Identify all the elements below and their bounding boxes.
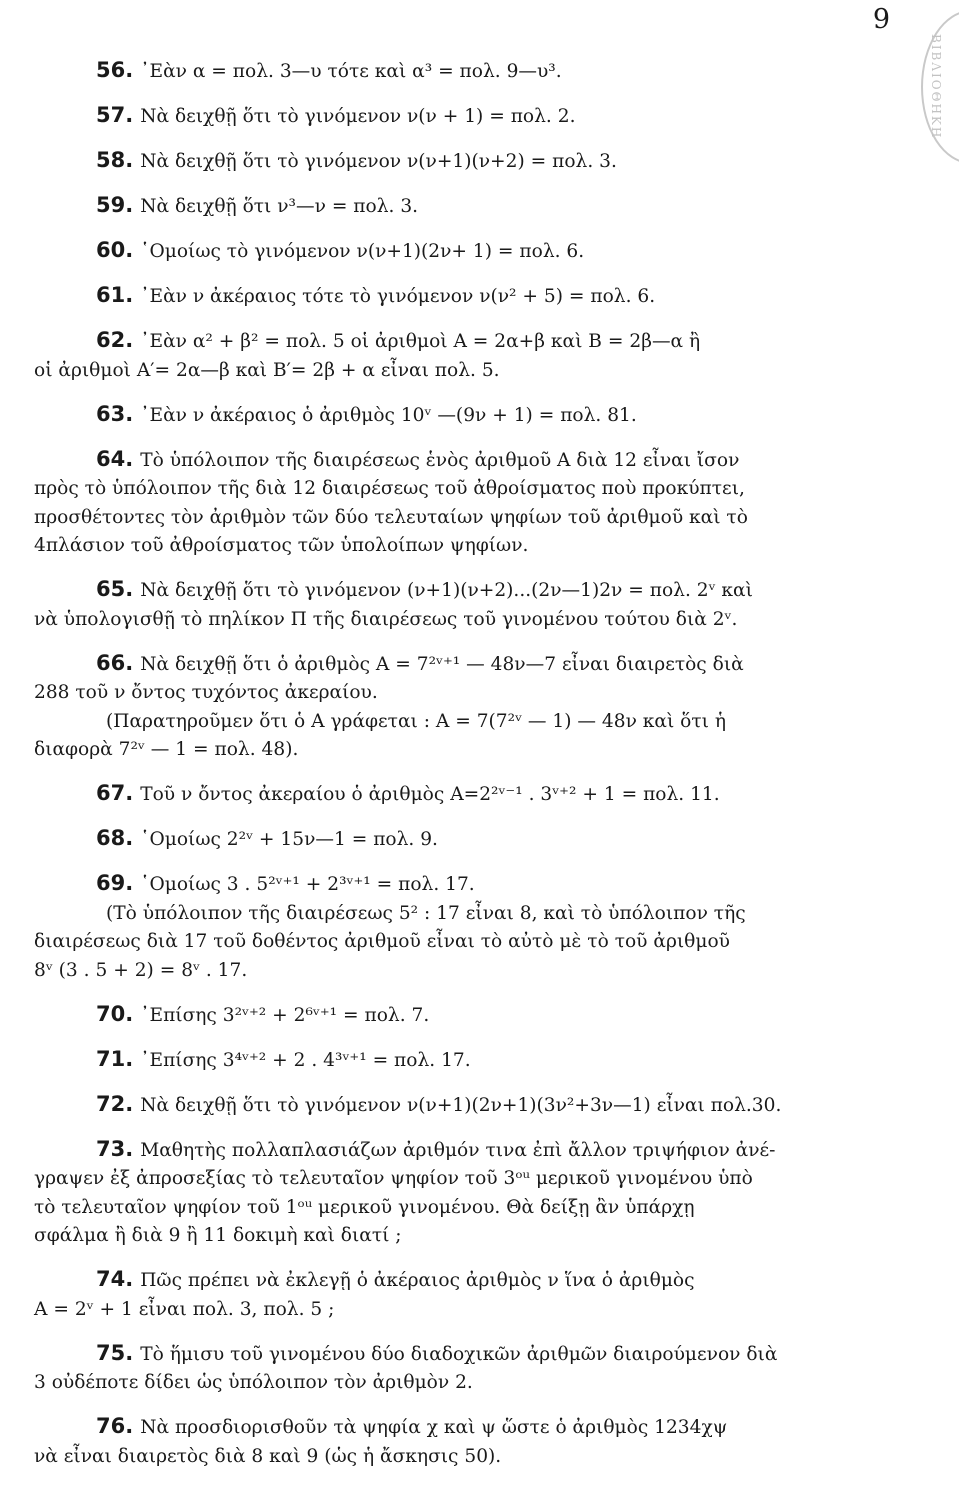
problem-first-line bbox=[34, 400, 894, 431]
problem-16 bbox=[34, 1045, 894, 1076]
problem-first-line bbox=[34, 191, 894, 222]
problem-number: 60. bbox=[96, 238, 134, 262]
problem-first-line bbox=[34, 1000, 894, 1031]
problem-number: 71. bbox=[96, 1046, 134, 1071]
problem-number: 58. bbox=[96, 148, 134, 172]
problem-continuation-line: πρὸς τὸ ὑπόλοιπον τῆς διὰ 12 διαιρέσεως τοῦ ἀθροίσματος ποὺ προκύπτει, bbox=[34, 478, 745, 499]
problem-first-line bbox=[34, 445, 894, 476]
problem-first-line bbox=[34, 869, 894, 900]
problem-text: ῾Ομοίως τὸ γινόμενον ν(ν+1)(2ν+ 1) = πολ. 6. bbox=[140, 241, 585, 262]
problem-note-line: διαφορὰ 7²ᵛ — 1 = πολ. 48). bbox=[34, 739, 299, 760]
problem-continuation-line: σφάλμα ἢ διὰ 9 ἢ 11 δοκιμὴ καὶ διατί ; bbox=[34, 1225, 402, 1246]
problem-number: 72. bbox=[96, 1091, 134, 1116]
problem-continuation-line: A = 2ᵛ + 1 εἶναι πολ. 3, πολ. 5 ; bbox=[34, 1298, 335, 1320]
problem-text: Νὰ δειχθῇ ὅτι τὸ γινόμενον ν(ν+1)(2ν+1)(3ν²+3ν—1) εἶναι πολ.30. bbox=[140, 1094, 782, 1116]
page-number: 9 bbox=[872, 4, 891, 35]
problem-text: Νὰ δειχθῇ ὅτι ν³—ν = πολ. 3. bbox=[140, 196, 419, 217]
problem-text: Τοῦ ν ὄντος ἀκεραίου ὁ ἀριθμὸς A=2²ᵛ⁻¹ . 3ᵛ⁺² + 1 = πολ. 11. bbox=[140, 784, 720, 805]
problem-number: 65. bbox=[96, 577, 134, 601]
problem-text: Τὸ ἥμισυ τοῦ γινομένου δύο διαδοχικῶν ἀριθμῶν διαιρούμενον διὰ bbox=[140, 1343, 778, 1365]
problem-number: 68. bbox=[96, 826, 134, 850]
problem-first-line bbox=[34, 779, 894, 810]
problem-first-line bbox=[34, 56, 894, 87]
problem-note-line: διαιρέσεως διὰ 17 τοῦ δοθέντος ἀριθμοῦ εἶναι τὸ αὐτὸ μὲ τὸ τοῦ ἀριθμοῦ bbox=[34, 931, 730, 952]
problem-number: 75. bbox=[96, 1340, 134, 1365]
problem-number: 63. bbox=[96, 401, 134, 426]
problem-first-line bbox=[34, 649, 894, 680]
problem-19 bbox=[34, 1265, 894, 1324]
problem-number: 67. bbox=[96, 781, 134, 805]
problem-3 bbox=[34, 146, 894, 177]
problem-number: 62. bbox=[96, 328, 134, 352]
problem-number: 66. bbox=[96, 650, 134, 675]
problem-text: ᾽Εὰν α² + β² = πολ. 5 οἱ ἀριθμοὶ A = 2α+β καὶ B = 2β—α ἢ bbox=[140, 331, 701, 352]
library-stamp bbox=[913, 0, 959, 170]
problem-text: ᾽Εὰν α = πολ. 3—υ τότε καὶ α³ = πολ. 9—υ³. bbox=[140, 61, 562, 82]
problem-21 bbox=[34, 1412, 894, 1471]
problem-note-line: (Τὸ ὑπόλοιπον τῆς διαιρέσεως 5² : 17 εἶναι 8, καὶ τὸ ὑπόλοιπον τῆς bbox=[106, 902, 746, 924]
problem-continuation-line: 4πλάσιον τοῦ ἀθροίσματος τῶν ὑπολοίπων ψηφίων. bbox=[34, 535, 529, 556]
problem-continuation-line: 3 οὐδέποτε δίδει ὡς ὑπόλοιπον τὸν ἀριθμὸν 2. bbox=[34, 1372, 473, 1393]
problem-first-line bbox=[34, 326, 894, 357]
stamp-text: ΒΙΒΛΙΟΘΗΚΗ bbox=[929, 34, 943, 140]
problem-first-line bbox=[34, 1090, 894, 1121]
problem-text: Νὰ προσδιορισθοῦν τὰ ψηφία χ καὶ ψ ὥστε ὁ ἀριθμὸς 1234χψ bbox=[140, 1417, 728, 1438]
problem-number: 74. bbox=[96, 1267, 134, 1291]
problem-13 bbox=[34, 824, 894, 855]
problem-continuation-line: τὸ τελευταῖον ψηφίον τοῦ 1ᵒᵘ μερικοῦ γινομένου. Θὰ δείξῃ ἂν ὑπάρχῃ bbox=[34, 1196, 695, 1218]
problem-text: ῾Ομοίως 3 . 5²ᵛ⁺¹ + 2³ᵛ⁺¹ = πολ. 17. bbox=[140, 874, 475, 895]
problem-first-line bbox=[34, 101, 894, 132]
problem-5 bbox=[34, 236, 894, 267]
problem-first-line bbox=[34, 1135, 894, 1166]
problem-11 bbox=[34, 649, 894, 765]
problem-4 bbox=[34, 191, 894, 222]
problem-number: 70. bbox=[96, 1001, 134, 1026]
problem-first-line bbox=[34, 236, 894, 267]
problem-10 bbox=[34, 575, 894, 634]
problem-15 bbox=[34, 1000, 894, 1031]
problem-text: ᾽Εὰν ν ἀκέραιος τότε τὸ γινόμενον ν(ν² + 5) = πολ. 6. bbox=[140, 286, 656, 307]
problem-number: 57. bbox=[96, 103, 134, 127]
problem-text: ᾽Επίσης 3⁴ᵛ⁺² + 2 . 4³ᵛ⁺¹ = πολ. 17. bbox=[140, 1049, 471, 1071]
problem-first-line bbox=[34, 146, 894, 177]
problem-note-line: 8ᵛ (3 . 5 + 2) = 8ᵛ . 17. bbox=[34, 959, 248, 981]
problem-text: Πῶς πρέπει νὰ ἐκλεγῇ ὁ ἀκέραιος ἀριθμὸς ν ἵνα ὁ ἀριθμὸς bbox=[140, 1270, 695, 1291]
problem-9 bbox=[34, 445, 894, 561]
problem-continuation-line: 288 τοῦ ν ὄντος τυχόντος ἀκεραίου. bbox=[34, 682, 378, 703]
problem-number: 64. bbox=[96, 446, 134, 471]
problem-text: Νὰ δειχθῇ ὅτι τὸ γινόμενον ν(ν+1)(ν+2) = πολ. 3. bbox=[140, 151, 617, 172]
problem-first-line bbox=[34, 575, 894, 606]
problem-14 bbox=[34, 869, 894, 985]
problem-first-line bbox=[34, 1412, 894, 1443]
problem-note-line: (Παρατηροῦμεν ὅτι ὁ A γράφεται : A = 7(7²ᵛ — 1) — 48ν καὶ ὅτι ἡ bbox=[106, 710, 727, 732]
problem-2 bbox=[34, 101, 894, 132]
problem-6 bbox=[34, 281, 894, 312]
problem-number: 73. bbox=[96, 1136, 134, 1161]
problem-text: Νὰ δειχθῇ ὅτι τὸ γινόμενον ν(ν + 1) = πολ. 2. bbox=[140, 106, 576, 127]
problem-text: ᾽Εὰν ν ἀκέραιος ὁ ἀριθμὸς 10ᵛ —(9ν + 1) = πολ. 81. bbox=[140, 404, 637, 426]
problem-text: Νὰ δειχθῇ ὅτι τὸ γινόμενον (ν+1)(ν+2)...(2ν—1)2ν = πολ. 2ᵛ καὶ bbox=[140, 580, 753, 601]
problem-text: Νὰ δειχθῇ ὅτι ὁ ἀριθμὸς A = 7²ᵛ⁺¹ — 48ν—7 εἶναι διαιρετὸς διὰ bbox=[140, 653, 744, 675]
problem-18 bbox=[34, 1135, 894, 1251]
problem-first-line bbox=[34, 1045, 894, 1076]
problem-list bbox=[34, 56, 894, 1486]
problem-text: ᾽Επίσης 3²ᵛ⁺² + 2⁶ᵛ⁺¹ = πολ. 7. bbox=[140, 1004, 430, 1026]
problem-17 bbox=[34, 1090, 894, 1121]
problem-first-line bbox=[34, 1339, 894, 1370]
problem-continuation-line: γραψεν ἐξ ἀπροσεξίας τὸ τελευταῖον ψηφίον τοῦ 3ᵒᵘ μερικοῦ γινομένου ὑπὸ bbox=[34, 1168, 753, 1189]
problem-first-line bbox=[34, 824, 894, 855]
problem-number: 56. bbox=[96, 58, 134, 82]
problem-continuation-line: προσθέτοντες τὸν ἀριθμὸν τῶν δύο τελευταίων ψηφίων τοῦ ἀριθμοῦ καὶ τὸ bbox=[34, 506, 748, 528]
problem-text: ῾Ομοίως 2²ᵛ + 15ν—1 = πολ. 9. bbox=[140, 829, 438, 850]
problem-1 bbox=[34, 56, 894, 87]
problem-continuation-line: νὰ ὑπολογισθῇ τὸ πηλίκον Π τῆς διαιρέσεως τοῦ γινομένου τούτου διὰ 2ᵛ. bbox=[34, 608, 738, 630]
problem-continuation-line: οἱ ἀριθμοὶ A′= 2α—β καὶ B′= 2β + α εἶναι πολ. 5. bbox=[34, 359, 500, 381]
problem-12 bbox=[34, 779, 894, 810]
problem-20 bbox=[34, 1339, 894, 1398]
problem-number: 61. bbox=[96, 283, 134, 307]
problem-continuation-line: νὰ εἶναι διαιρετὸς διὰ 8 καὶ 9 (ὡς ἡ ἄσκησις 50). bbox=[34, 1445, 502, 1467]
problem-first-line bbox=[34, 1265, 894, 1296]
problem-number: 59. bbox=[96, 193, 134, 217]
problem-number: 69. bbox=[96, 871, 134, 895]
problem-number: 76. bbox=[96, 1414, 134, 1438]
problem-text: Μαθητὴς πολλαπλασιάζων ἀριθμόν τινα ἐπὶ ἄλλον τριψήφιον ἀνέ- bbox=[140, 1139, 776, 1161]
problem-7 bbox=[34, 326, 894, 385]
problem-text: Τὸ ὑπόλοιπον τῆς διαιρέσεως ἑνὸς ἀριθμοῦ A διὰ 12 εἶναι ἴσον bbox=[140, 449, 740, 471]
problem-first-line bbox=[34, 281, 894, 312]
problem-8 bbox=[34, 400, 894, 431]
